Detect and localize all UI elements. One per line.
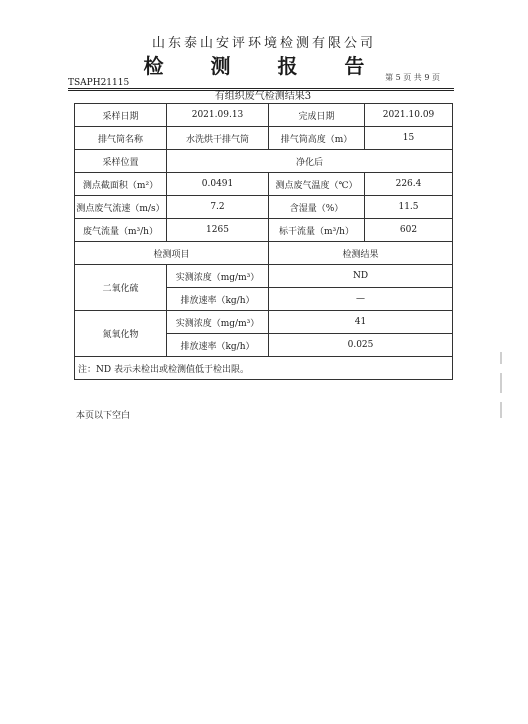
location-value: 净化后: [167, 150, 453, 173]
area-label: 测点截面积（m²）: [75, 173, 167, 196]
moisture-label: 含湿量（%）: [269, 196, 365, 219]
temperature-label: 测点废气温度（℃）: [269, 173, 365, 196]
company-name: 山东泰山安评环境检测有限公司: [151, 36, 376, 51]
concentration-label: 实测浓度（mg/m³）: [167, 265, 269, 288]
table-row: [75, 196, 453, 219]
blank-page-note: 本页以下空白: [76, 411, 131, 421]
table-row: [75, 150, 453, 173]
pollutant-name: 二氧化硫: [75, 265, 167, 311]
table-note: 注：ND 表示未检出或检测值低于检出限。: [75, 357, 453, 380]
table-row: [75, 242, 453, 265]
report-number: TSAPH21115: [68, 78, 130, 88]
sample-date-label: 采样日期: [75, 104, 167, 127]
pollutant-name: 氮氧化物: [75, 311, 167, 357]
emission-rate-label: 排放速率（kg/h）: [167, 288, 269, 311]
table-row: [75, 265, 453, 288]
finish-date-label: 完成日期: [269, 104, 365, 127]
emission-rate-value: —: [269, 288, 453, 311]
finish-date-value: 2021.10.09: [365, 104, 453, 127]
dry-flow-label: 标干流量（m³/h）: [269, 219, 365, 242]
temperature-value: 226.4: [365, 173, 453, 196]
seam-stamp-marks: [496, 352, 506, 442]
table-row: [75, 104, 453, 127]
emission-rate-value: 0.025: [269, 334, 453, 357]
table-row: [75, 127, 453, 150]
concentration-value: 41: [269, 311, 453, 334]
moisture-value: 11.5: [365, 196, 453, 219]
header-rule: [68, 88, 454, 89]
dry-flow-value: 602: [365, 219, 453, 242]
result-header: 检测结果: [269, 242, 453, 265]
table-row: [75, 219, 453, 242]
velocity-label: 测点废气流速（m/s）: [75, 196, 167, 219]
concentration-label: 实测浓度（mg/m³）: [167, 311, 269, 334]
table-row: [75, 173, 453, 196]
velocity-value: 7.2: [167, 196, 269, 219]
stack-name-value: 水洗烘干排气筒: [167, 127, 269, 150]
table-row: [75, 357, 453, 380]
sample-date-value: 2021.09.13: [167, 104, 269, 127]
flow-label: 废气流量（m³/h）: [75, 219, 167, 242]
stack-height-label: 排气筒高度（m）: [269, 127, 365, 150]
concentration-value: ND: [269, 265, 453, 288]
emission-rate-label: 排放速率（kg/h）: [167, 334, 269, 357]
document-title: 检 测 报 告: [143, 54, 385, 78]
stack-height-value: 15: [365, 127, 453, 150]
item-header: 检测项目: [75, 242, 269, 265]
location-label: 采样位置: [75, 150, 167, 173]
results-table: [74, 103, 453, 380]
area-value: 0.0491: [167, 173, 269, 196]
table-title: 有组织废气检测结果3: [214, 91, 312, 102]
stack-name-label: 排气筒名称: [75, 127, 167, 150]
flow-value: 1265: [167, 219, 269, 242]
page-number: 第 5 页 共 9 页: [385, 73, 440, 82]
table-row: [75, 311, 453, 334]
